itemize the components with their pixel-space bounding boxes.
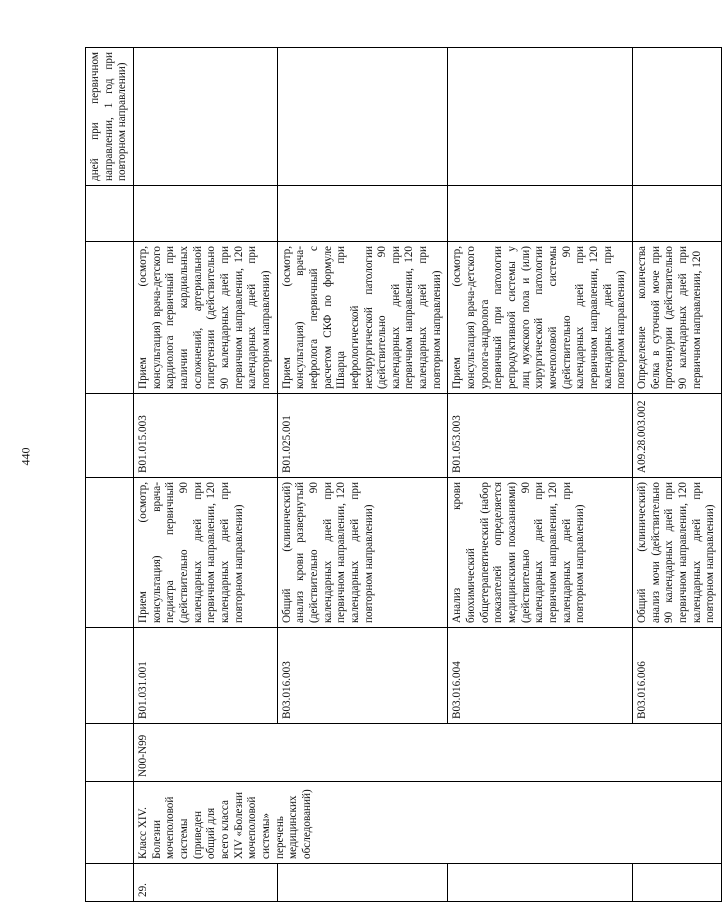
service-code-cell: B03.016.003: [277, 628, 448, 724]
service-code-cell: [632, 186, 721, 242]
service-code-cell: A09.28.003.002: [632, 394, 721, 478]
table-row: [86, 48, 134, 902]
icd-code-cell: N00-N99: [134, 724, 722, 782]
service-description-cell: [632, 48, 721, 186]
service-code-cell: [448, 186, 633, 242]
service-code-cell: B01.031.001: [134, 628, 278, 724]
row-number-cell: [86, 864, 134, 902]
service-code-cell: B01.015.003: [134, 394, 278, 478]
service-description-cell: [134, 48, 278, 186]
service-description-cell: Прием (осмотр, консультация) врача-педиатра первичный (действительно 90 календарных дней при первичном направлении, 120 календарных дней при повторном направлении): [134, 478, 278, 628]
row-number-cell: [448, 864, 633, 902]
disease-class-cell: [86, 782, 134, 864]
service-description-cell: [448, 48, 633, 186]
service-description-cell: [86, 242, 134, 394]
document-sheet: [85, 48, 717, 902]
disease-class-cell: Класс XIV. Болезни мочеполовой системы (приведен общий для всего класса XIV «Болезни мочеполовой системы» перечень медицинских обследований): [134, 782, 722, 864]
service-description-cell: Прием (осмотр, консультация) врача-нефролога первичный с расчетом СКФ по формуле Шварца при нефрологической нехирургической патологии (действительно 90 календарных дней при первичном направлении, 120 календарных дней при повторном направлении): [277, 242, 448, 394]
service-code-cell: [86, 394, 134, 478]
row-number-cell: [632, 864, 721, 902]
service-code-cell: [86, 186, 134, 242]
service-description-cell: Общий (клинический) анализ крови развернутый (действительно 90 календарных дней при первичном направлении, 120 календарных дней при повторном направлении): [277, 478, 448, 628]
service-code-cell: B03.016.006: [632, 628, 721, 724]
page-number: 440: [18, 447, 33, 466]
service-code-cell: B03.016.004: [448, 628, 633, 724]
rotated-page-wrapper: [85, 48, 717, 902]
service-code-cell: [86, 628, 134, 724]
medical-examinations-table: [85, 47, 722, 902]
icd-code-cell: [86, 724, 134, 782]
table-row: [134, 48, 278, 902]
row-number-cell: [277, 864, 448, 902]
service-code-cell: [134, 186, 278, 242]
service-code-cell: B01.053.003: [448, 394, 633, 478]
service-description-cell: Прием (осмотр, консультация) врача-детского уролога-андролога первичный при патологии репродуктивной системы у лиц мужского пола и (или) хирургической патологии мочеполовой системы (действительно 90 календарных дней при первичном направлении, 120 календарных дней при повторном направлении): [448, 242, 633, 394]
service-description-cell: дней при первичном направлении, 1 год при повторном направлении): [86, 48, 134, 186]
service-description-cell: Определение количества белка в суточной моче при протеинурии (действительно 90 календарных дней при первичном направлении, 120: [632, 242, 721, 394]
service-description-cell: Анализ крови биохимический общетерапевтический (набор показателей определяется медицинскими показаниями) (действительно 90 календарных дней при первичном направлении, 120 календарных дней при повторном направлении): [448, 478, 633, 628]
row-number-cell: 29.: [134, 864, 278, 902]
service-description-cell: [277, 48, 448, 186]
service-code-cell: [277, 186, 448, 242]
service-code-cell: B01.025.001: [277, 394, 448, 478]
service-description-cell: Прием (осмотр, консультация) врача-детского кардиолога первичный при наличии кардиальных осложнений, артериальной гипертензии (действительно 90 календарных дней при первичном направлении, 120 календарных дней при повторном направлении): [134, 242, 278, 394]
service-description-cell: Общий (клинический) анализ мочи (действительно 90 календарных дней при первичном направлении, 120 календарных дней при повторном направлении): [632, 478, 721, 628]
service-description-cell: [86, 478, 134, 628]
